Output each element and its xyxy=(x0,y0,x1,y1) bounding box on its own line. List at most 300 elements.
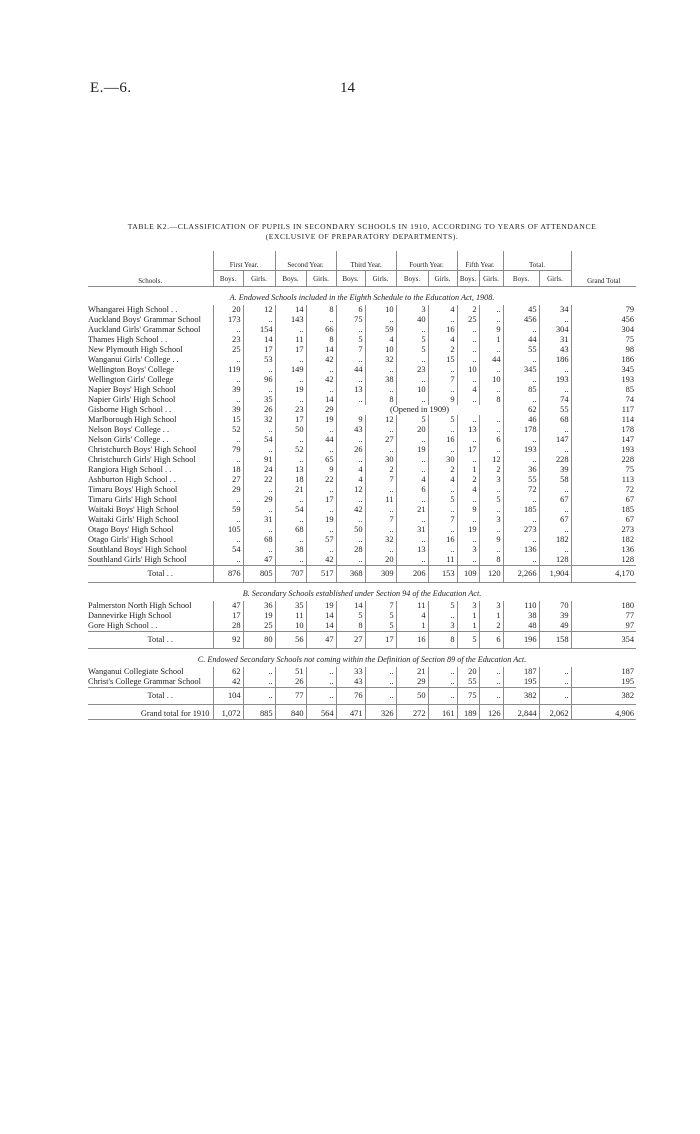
table-cell: .. xyxy=(306,425,336,435)
table-cell: 14 xyxy=(306,345,336,355)
table-cell: 5 xyxy=(479,495,503,505)
table-cell: 5 xyxy=(365,611,396,621)
table-cell: 2 xyxy=(428,465,457,475)
table-row xyxy=(88,375,636,385)
table-cell: 885 xyxy=(243,705,275,720)
table-cell: .. xyxy=(213,455,243,465)
school-name: Waitaki Boys' High School xyxy=(88,505,179,514)
table-cell: 13 xyxy=(275,465,306,475)
table-cell: 185 xyxy=(503,505,539,515)
school-name: Rangiora High School . . xyxy=(88,465,172,474)
caption-line-2: (EXCLUSIVE OF PREPARATORY DEPARTMENTS). xyxy=(265,232,459,241)
table-row xyxy=(88,505,636,515)
table-cell: 38 xyxy=(365,375,396,385)
table-cell: 4,170 xyxy=(571,566,636,583)
table-cell: 17 xyxy=(275,415,306,425)
table-cell: .. xyxy=(243,545,275,555)
table-cell: 45 xyxy=(503,305,539,315)
school-name: Southland Girls' High School xyxy=(88,555,187,564)
table-cell: .. xyxy=(396,375,428,385)
table-cell: 26 xyxy=(336,445,365,455)
table-cell: 7 xyxy=(428,375,457,385)
school-name: Total . . xyxy=(88,688,213,705)
column-header-girls: Girls. xyxy=(365,271,396,287)
table-cell: 19 xyxy=(457,525,479,535)
table-cell: 161 xyxy=(428,705,457,720)
table-cell: .. xyxy=(457,495,479,505)
table-cell: 4 xyxy=(365,335,396,345)
table-cell: 39 xyxy=(213,385,243,395)
table-cell: 97 xyxy=(571,621,636,632)
table-cell: .. xyxy=(503,555,539,566)
table-cell: 23 xyxy=(396,365,428,375)
column-header-girls: Girls. xyxy=(243,271,275,287)
table-cell: 3 xyxy=(479,475,503,485)
table-cell: 75 xyxy=(571,335,636,345)
table-cell: 6 xyxy=(479,632,503,649)
table-cell: 2,844 xyxy=(503,705,539,720)
table-cell: .. xyxy=(365,688,396,705)
table-cell: .. xyxy=(243,385,275,395)
table-cell: 29 xyxy=(306,405,336,415)
table-cell: .. xyxy=(428,688,457,705)
table-cell: 80 xyxy=(243,632,275,649)
table-row xyxy=(88,535,636,545)
table-cell: 16 xyxy=(396,632,428,649)
classification-table xyxy=(88,251,636,720)
table-cell: 9 xyxy=(336,415,365,425)
table-cell: 9 xyxy=(457,505,479,515)
section-title: C. Endowed Secondary Schools not coming within the Definition of Section 89 of the Education Act. xyxy=(88,649,636,668)
table-cell: 17 xyxy=(243,345,275,355)
table-cell: 6 xyxy=(336,305,365,315)
table-cell: 5 xyxy=(428,601,457,611)
table-cell: 54 xyxy=(275,505,306,515)
school-name: Thames High School . . xyxy=(88,335,168,344)
table-row xyxy=(88,315,636,325)
table-cell: 382 xyxy=(571,688,636,705)
table-cell: .. xyxy=(539,485,571,495)
table-cell: 3 xyxy=(479,515,503,525)
table-cell: 2 xyxy=(365,465,396,475)
table-cell: 47 xyxy=(306,632,336,649)
table-cell: 13 xyxy=(396,545,428,555)
table-cell: 13 xyxy=(457,425,479,435)
table-cell: 10 xyxy=(275,621,306,632)
table-row xyxy=(88,385,636,395)
table-cell: .. xyxy=(503,355,539,365)
table-cell: .. xyxy=(336,555,365,566)
table-cell: .. xyxy=(539,425,571,435)
table-cell: 32 xyxy=(365,535,396,545)
table-cell: 9 xyxy=(479,535,503,545)
table-row xyxy=(88,345,636,355)
column-group-third-year: Third Year. xyxy=(336,251,396,271)
table-cell: 4 xyxy=(428,335,457,345)
column-header-boys: Boys. xyxy=(275,271,306,287)
table-cell: 55 xyxy=(503,475,539,485)
table-cell: 4 xyxy=(336,465,365,475)
table-cell: 4 xyxy=(457,485,479,495)
table-cell: 29 xyxy=(243,495,275,505)
table-cell: 128 xyxy=(571,555,636,566)
table-cell: 309 xyxy=(365,566,396,583)
table-cell: 23 xyxy=(213,335,243,345)
table-cell: 105 xyxy=(213,525,243,535)
column-header-grand-total: Grand Total xyxy=(571,251,636,287)
table-cell: 22 xyxy=(243,475,275,485)
table-cell: 10 xyxy=(365,345,396,355)
table-cell: .. xyxy=(428,611,457,621)
table-cell: .. xyxy=(213,435,243,445)
table-cell: 16 xyxy=(428,535,457,545)
table-cell: 11 xyxy=(365,495,396,505)
table-cell: 19 xyxy=(275,385,306,395)
table-cell: 228 xyxy=(539,455,571,465)
table-cell: 27 xyxy=(213,475,243,485)
table-cell: 5 xyxy=(396,345,428,355)
table-cell: 9 xyxy=(479,325,503,335)
school-name: Napier Boys' High School xyxy=(88,385,176,394)
table-cell: .. xyxy=(306,445,336,455)
table-cell: 1 xyxy=(457,465,479,475)
school-name: Timaru Girls' High School xyxy=(88,495,177,504)
school-name: Total . . xyxy=(88,566,213,583)
table-cell: 15 xyxy=(428,355,457,365)
table-cell: 3 xyxy=(396,305,428,315)
school-name: Gisborne High School . . xyxy=(88,405,172,414)
grand-total-row xyxy=(88,705,636,720)
table-cell: 1,072 xyxy=(213,705,243,720)
table-cell: 876 xyxy=(213,566,243,583)
table-cell: 59 xyxy=(365,325,396,335)
table-cell: 173 xyxy=(213,315,243,325)
table-cell: .. xyxy=(428,425,457,435)
table-row xyxy=(88,325,636,335)
table-cell: 25 xyxy=(213,345,243,355)
table-cell: 20 xyxy=(213,305,243,315)
table-cell: 456 xyxy=(503,315,539,325)
table-cell: 75 xyxy=(571,465,636,475)
table-cell: .. xyxy=(306,667,336,677)
table-cell: 44 xyxy=(503,335,539,345)
school-name: Otago Girls' High School xyxy=(88,535,174,544)
table-cell: .. xyxy=(457,325,479,335)
table-cell: 4 xyxy=(396,611,428,621)
table-cell: 19 xyxy=(243,611,275,621)
table-cell: .. xyxy=(243,677,275,688)
table-cell: 8 xyxy=(365,395,396,405)
column-group-first-year: First Year. xyxy=(213,251,275,271)
table-cell: 564 xyxy=(306,705,336,720)
table-cell: .. xyxy=(306,505,336,515)
table-cell: 51 xyxy=(275,667,306,677)
table-cell: 11 xyxy=(275,611,306,621)
table-cell: 85 xyxy=(503,385,539,395)
table-cell: 68 xyxy=(243,535,275,545)
table-cell: .. xyxy=(213,535,243,545)
table-cell: .. xyxy=(365,425,396,435)
table-cell: 11 xyxy=(396,601,428,611)
table-cell: 805 xyxy=(243,566,275,583)
table-cell: 178 xyxy=(571,425,636,435)
table-cell: 16 xyxy=(428,325,457,335)
table-cell: 345 xyxy=(571,365,636,375)
table-cell: .. xyxy=(457,555,479,566)
table-cell: 68 xyxy=(275,525,306,535)
table-cell: 4 xyxy=(396,475,428,485)
table-cell: 18 xyxy=(275,475,306,485)
table-cell: 27 xyxy=(336,632,365,649)
table-cell: .. xyxy=(275,325,306,335)
table-cell: .. xyxy=(365,505,396,515)
table-cell: .. xyxy=(457,335,479,345)
table-cell: .. xyxy=(428,505,457,515)
table-row xyxy=(88,525,636,535)
table-cell: 12 xyxy=(336,485,365,495)
table-cell: .. xyxy=(365,667,396,677)
table-cell: 9 xyxy=(306,465,336,475)
table-cell: 186 xyxy=(571,355,636,365)
school-name: Grand total for 1910 xyxy=(88,705,213,720)
table-cell: .. xyxy=(503,395,539,405)
table-cell: .. xyxy=(336,375,365,385)
section-title: A. Endowed Schools included in the Eighth Schedule to the Education Act, 1908. xyxy=(88,287,636,306)
table-cell: 55 xyxy=(457,677,479,688)
table-cell: .. xyxy=(396,555,428,566)
table-cell: .. xyxy=(396,435,428,445)
table-cell: 195 xyxy=(503,677,539,688)
table-cell: 42 xyxy=(306,555,336,566)
table-cell: 79 xyxy=(213,445,243,455)
school-name: Nelson Boys' College . . xyxy=(88,425,170,434)
table-cell: 1 xyxy=(479,611,503,621)
table-cell: 15 xyxy=(213,415,243,425)
table-cell: 98 xyxy=(571,345,636,355)
table-cell: 77 xyxy=(275,688,306,705)
table-cell: 193 xyxy=(571,375,636,385)
table-cell: 4,906 xyxy=(571,705,636,720)
table-cell: 67 xyxy=(539,515,571,525)
table-cell: .. xyxy=(306,365,336,375)
table-cell: 43 xyxy=(336,677,365,688)
table-row xyxy=(88,355,636,365)
table-cell: 136 xyxy=(503,545,539,555)
table-cell: 66 xyxy=(306,325,336,335)
table-cell: 2 xyxy=(479,465,503,475)
table-cell: 20 xyxy=(365,555,396,566)
table-cell: 2 xyxy=(457,475,479,485)
school-name: Napier Girls' High School xyxy=(88,395,176,404)
table-cell: 456 xyxy=(571,315,636,325)
table-cell: 10 xyxy=(396,385,428,395)
table-cell: 32 xyxy=(365,355,396,365)
table-cell: .. xyxy=(479,365,503,375)
table-cell: 158 xyxy=(539,632,571,649)
table-cell: 354 xyxy=(571,632,636,649)
table-cell: 3 xyxy=(428,621,457,632)
table-cell: 110 xyxy=(503,601,539,611)
table-cell: .. xyxy=(479,485,503,495)
table-cell: 19 xyxy=(306,601,336,611)
table-cell: .. xyxy=(396,515,428,525)
table-cell: 44 xyxy=(306,435,336,445)
table-cell: 46 xyxy=(503,415,539,425)
table-cell: 62 xyxy=(503,405,539,415)
school-name: Timaru Boys' High School xyxy=(88,485,178,494)
table-cell: .. xyxy=(503,495,539,505)
table-cell: .. xyxy=(396,325,428,335)
table-cell: 74 xyxy=(539,395,571,405)
table-cell: 67 xyxy=(571,515,636,525)
table-cell: 14 xyxy=(306,621,336,632)
table-cell: 65 xyxy=(306,455,336,465)
table-cell: .. xyxy=(428,485,457,495)
table-cell: 28 xyxy=(213,621,243,632)
table-cell: .. xyxy=(396,495,428,505)
table-cell: .. xyxy=(457,515,479,525)
table-cell: .. xyxy=(365,315,396,325)
table-cell: .. xyxy=(275,555,306,566)
table-row xyxy=(88,445,636,455)
column-header-boys: Boys. xyxy=(336,271,365,287)
column-header-schools: Schools. xyxy=(88,251,213,287)
table-cell: 67 xyxy=(539,495,571,505)
table-row xyxy=(88,435,636,445)
table-cell: 85 xyxy=(571,385,636,395)
table-cell: 50 xyxy=(396,688,428,705)
school-name: Ashburton High School . . xyxy=(88,475,176,484)
table-cell: .. xyxy=(243,485,275,495)
table-cell: .. xyxy=(539,365,571,375)
school-name: Wanganui Collegiate School xyxy=(88,667,184,676)
table-row xyxy=(88,555,636,566)
table-cell: 147 xyxy=(539,435,571,445)
column-header-girls: Girls. xyxy=(306,271,336,287)
column-header-girls: Girls. xyxy=(428,271,457,287)
table-cell: .. xyxy=(539,385,571,395)
table-cell: 44 xyxy=(336,365,365,375)
table-cell: 7 xyxy=(336,345,365,355)
table-cell: .. xyxy=(275,495,306,505)
table-cell: 195 xyxy=(571,677,636,688)
table-row xyxy=(88,365,636,375)
section-title: B. Secondary Schools established under Section 94 of the Education Act. xyxy=(88,583,636,602)
table-cell: 3 xyxy=(457,601,479,611)
table-cell: 8 xyxy=(306,335,336,345)
table-cell: 273 xyxy=(503,525,539,535)
table-cell: 186 xyxy=(539,355,571,365)
table-cell: 12 xyxy=(243,305,275,315)
table-cell: .. xyxy=(428,677,457,688)
total-row xyxy=(88,632,636,649)
table-cell: .. xyxy=(457,415,479,425)
table-cell: 5 xyxy=(396,335,428,345)
table-cell: 17 xyxy=(457,445,479,455)
table-cell: .. xyxy=(365,485,396,495)
table-cell: 368 xyxy=(336,566,365,583)
table-cell: .. xyxy=(365,365,396,375)
table-cell: 2 xyxy=(479,621,503,632)
table-cell: .. xyxy=(365,525,396,535)
table-cell: 27 xyxy=(365,435,396,445)
table-cell: 12 xyxy=(479,455,503,465)
table-cell: .. xyxy=(428,315,457,325)
table-cell: 153 xyxy=(428,566,457,583)
table-cell: .. xyxy=(396,535,428,545)
table-cell: 8 xyxy=(479,395,503,405)
table-row xyxy=(88,465,636,475)
table-cell: .. xyxy=(479,345,503,355)
table-cell: 17 xyxy=(306,495,336,505)
table-cell: 75 xyxy=(457,688,479,705)
table-cell: 55 xyxy=(503,345,539,355)
section-heading-row xyxy=(88,583,636,602)
table-cell: 19 xyxy=(306,415,336,425)
table-cell: 5 xyxy=(336,335,365,345)
table-cell: .. xyxy=(306,485,336,495)
table-row xyxy=(88,305,636,315)
table-cell: 3 xyxy=(457,545,479,555)
table-cell: 1,904 xyxy=(539,566,571,583)
page-number: 14 xyxy=(340,80,355,96)
table-cell: 471 xyxy=(336,705,365,720)
table-cell: 193 xyxy=(503,445,539,455)
school-name: Waitaki Girls' High School xyxy=(88,515,179,524)
table-cell: .. xyxy=(539,505,571,515)
table-cell: 154 xyxy=(243,325,275,335)
table-cell: 382 xyxy=(503,688,539,705)
school-name: Christchurch Girls' High School xyxy=(88,455,196,464)
table-cell: 14 xyxy=(243,335,275,345)
table-cell: 23 xyxy=(275,405,306,415)
table-cell: 345 xyxy=(503,365,539,375)
table-cell: 228 xyxy=(571,455,636,465)
table-cell: 120 xyxy=(479,566,503,583)
table-cell: 20 xyxy=(396,425,428,435)
school-name: Nelson Girls' College . . xyxy=(88,435,169,444)
table-cell: 14 xyxy=(306,611,336,621)
table-cell: 2 xyxy=(428,345,457,355)
table-cell: .. xyxy=(539,545,571,555)
table-cell: 75 xyxy=(336,315,365,325)
table-cell: .. xyxy=(243,425,275,435)
table-cell: 43 xyxy=(336,425,365,435)
table-cell: 12 xyxy=(365,415,396,425)
table-cell: 36 xyxy=(243,601,275,611)
table-cell: 21 xyxy=(275,485,306,495)
table-cell: 58 xyxy=(539,475,571,485)
column-group-total: Total. xyxy=(503,251,571,271)
school-name: Christ's College Grammar School xyxy=(88,677,201,686)
table-row xyxy=(88,485,636,495)
column-group-fifth-year: Fifth Year. xyxy=(457,251,503,271)
table-cell: 304 xyxy=(539,325,571,335)
table-row xyxy=(88,677,636,688)
table-cell: 42 xyxy=(306,375,336,385)
table-cell: 10 xyxy=(457,365,479,375)
table-cell: 10 xyxy=(365,305,396,315)
table-cell: .. xyxy=(479,425,503,435)
table-row xyxy=(88,667,636,677)
table-cell: 1 xyxy=(457,621,479,632)
table-row xyxy=(88,415,636,425)
table-cell: 20 xyxy=(457,667,479,677)
table-cell: 72 xyxy=(503,485,539,495)
table-cell: .. xyxy=(243,667,275,677)
table-cell: 17 xyxy=(365,632,396,649)
table-cell: 54 xyxy=(243,435,275,445)
